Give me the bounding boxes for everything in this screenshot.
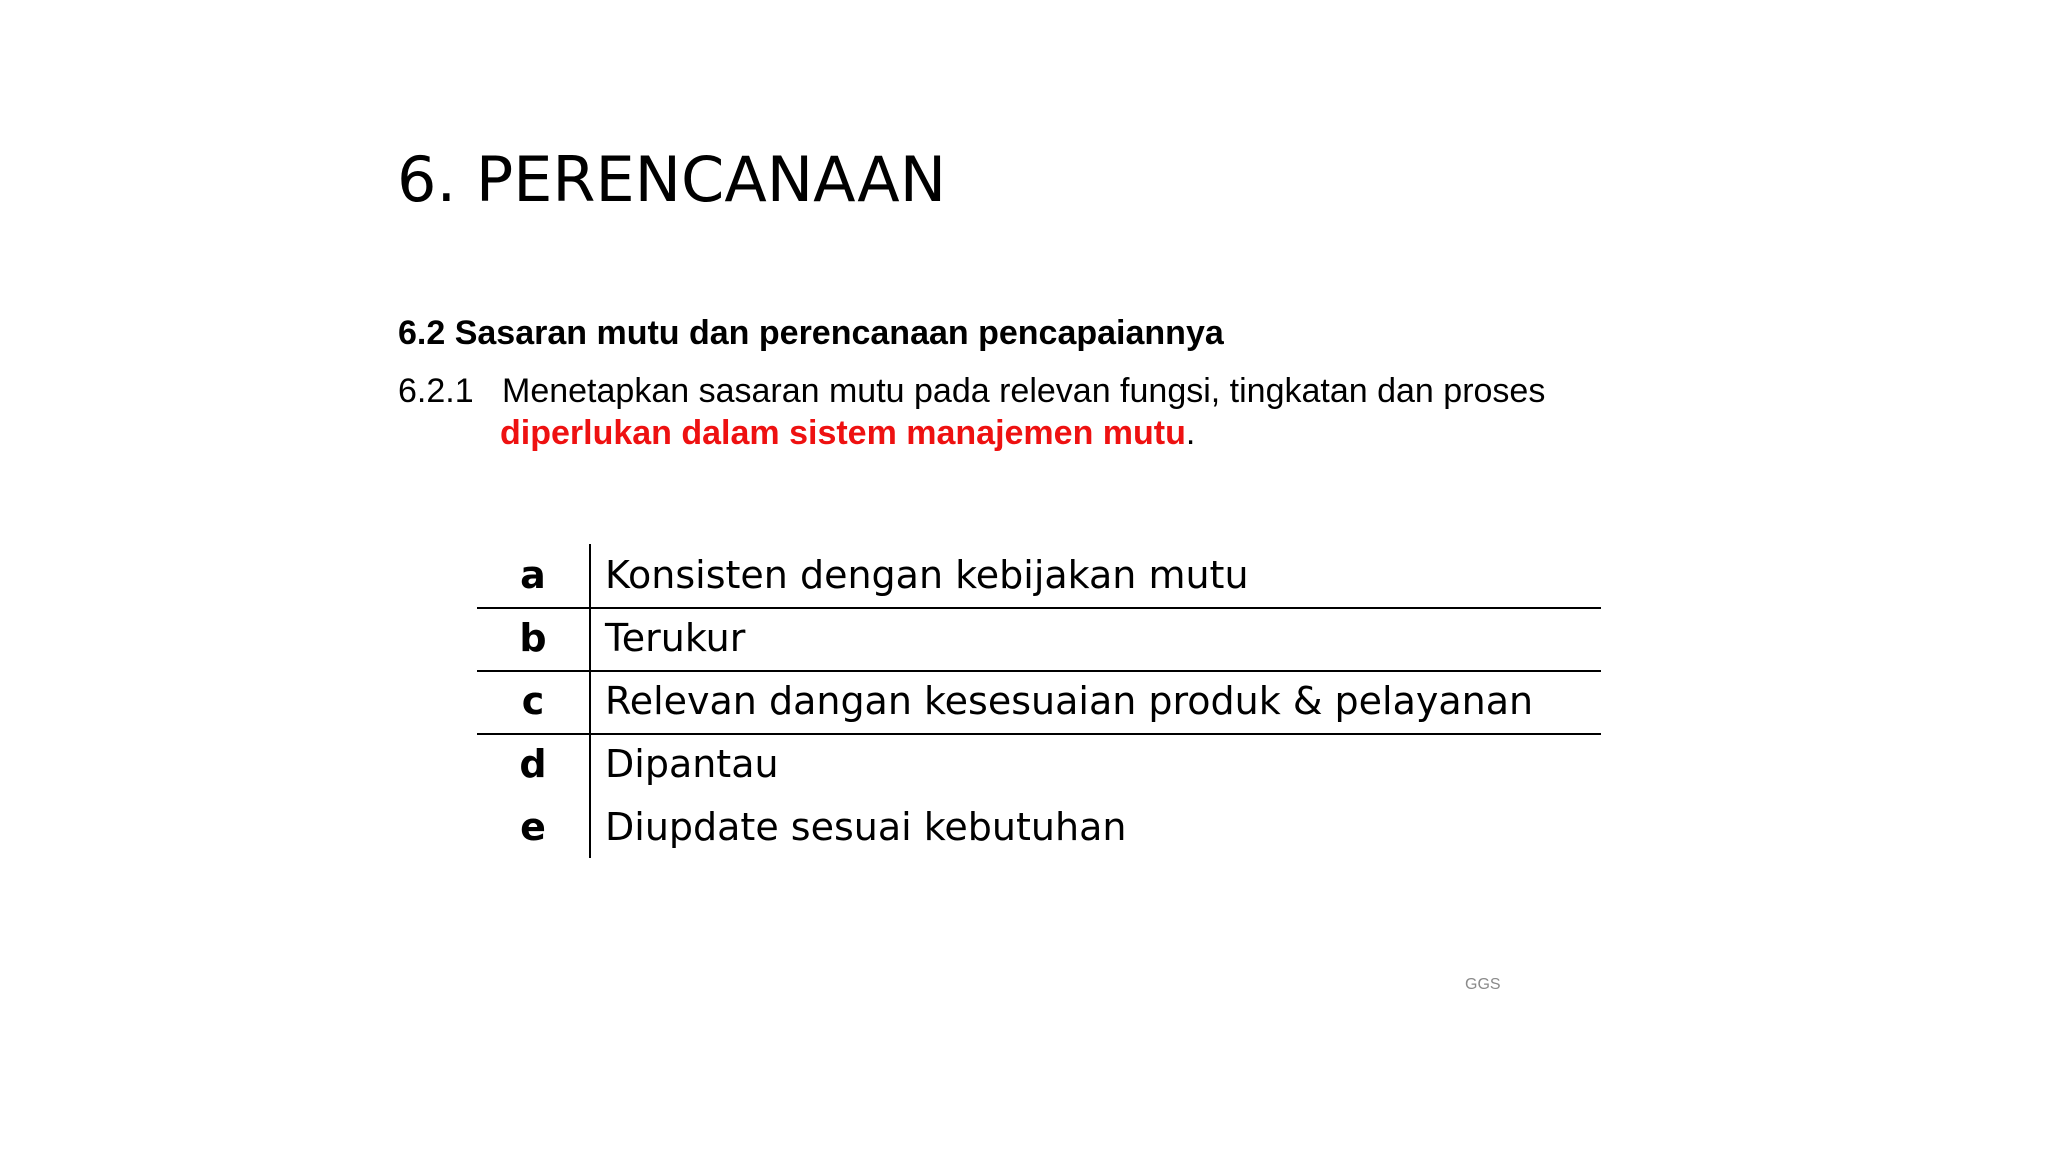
clause-text: Menetapkan sasaran mutu pada relevan fungsi, tingkatan dan proses	[502, 372, 1546, 410]
footer-label: GGS	[1465, 976, 1501, 993]
table-column-divider	[589, 544, 591, 858]
criteria-text: Relevan dangan kesesuaian produk & pelayanan	[605, 679, 1534, 723]
clause-text-continuation	[500, 411, 1195, 455]
criteria-text: Terukur	[605, 616, 746, 660]
clause-highlight: diperlukan dalam sistem manajemen mutu	[500, 414, 1186, 452]
clause-period: .	[1185, 414, 1196, 452]
criteria-table	[477, 544, 1601, 858]
criteria-row-c	[477, 670, 1601, 735]
criteria-text: Dipantau	[605, 742, 779, 786]
criteria-letter: c	[521, 679, 545, 723]
clause-number: 6.2.1	[398, 372, 474, 410]
criteria-letter: b	[519, 616, 547, 660]
criteria-letter: a	[520, 553, 546, 597]
section-heading: 6.2 Sasaran mutu dan perencanaan pencapaiannya	[398, 314, 1224, 352]
criteria-text: Diupdate sesuai kebutuhan	[605, 805, 1127, 849]
criteria-letter: e	[520, 805, 546, 849]
slide-title: 6. PERENCANAAN	[397, 143, 947, 216]
criteria-text: Konsisten dengan kebijakan mutu	[605, 553, 1249, 597]
criteria-row-a	[477, 544, 1601, 609]
criteria-row-b	[477, 607, 1601, 672]
criteria-row-e	[477, 796, 1601, 859]
criteria-row-d	[477, 733, 1601, 796]
criteria-letter: d	[519, 742, 547, 786]
